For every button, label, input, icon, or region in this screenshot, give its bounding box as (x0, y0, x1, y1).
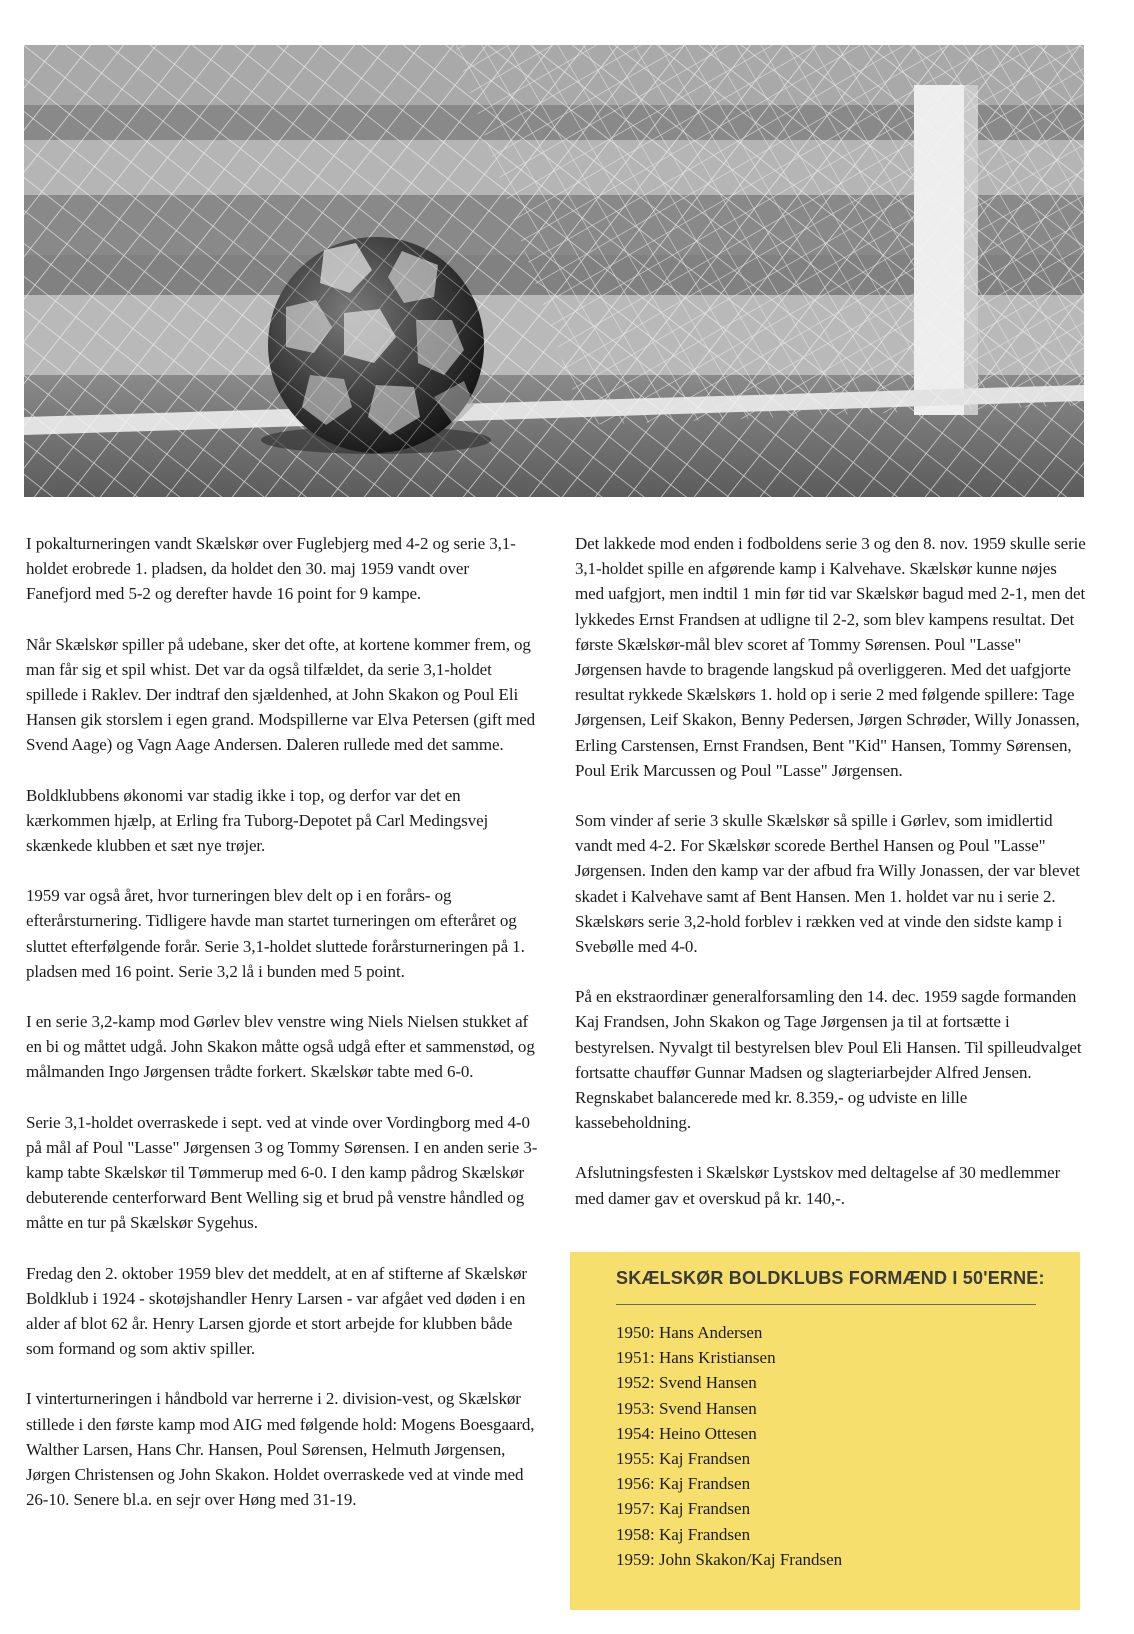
paragraph: Som vinder af serie 3 skulle Skælskør så spille i Gørlev, som imidlertid vandt med 4-2. For Skælskør scorede Berthel Hansen og Poul "Lasse" Jørgensen. Inden den kamp var der afbud fra Willy Jonassen, der var blevet skadet i Kalvehave samt af Bent Hansen. Men 1. holdet var nu i serie 2. Skælskørs serie 3,2-hold forblev i rækken ved at vinde den sidste kamp i Svebølle med 4-0. (575, 811, 1080, 957)
list-item: 1951: Hans Kristiansen (616, 1348, 776, 1368)
list-item: 1954: Heino Ottesen (616, 1423, 757, 1443)
list-item: 1957: Kaj Frandsen (616, 1499, 751, 1519)
football-in-net-photo (24, 45, 1084, 497)
football-photo-illustration (24, 45, 1084, 497)
list-item: 1956: Kaj Frandsen (616, 1474, 751, 1494)
paragraph: Det lakkede mod enden i fodboldens serie 3 og den 8. nov. 1959 skulle serie 3,1-holdet spille en afgørende kamp i Kalvehave. Skælskør kunne nøjes med uafgjort, men indtil 1 min før tid var Skælskør bagud med 2-1, men det lykkedes Ernst Frandsen at udligne til 2-2, som blev kampens resultat. Det første Skælskør-mål blev scoret af Tommy Sørensen. Poul "Lasse" Jørgensen havde to bragende langskud på overliggeren. Med det uafgjorte resultat rykkede Skælskørs 1. hold op i serie 2 med følgende spillere: Tage Jørgensen, Leif Skakon, Benny Pedersen, Jørgen Schrøder, Willy Jonassen, Erling Carstensen, Ernst Frandsen, Bent "Kid" Hansen, Tommy Sørensen, Poul Erik Marcussen og Poul "Lasse" Jørgensen. (575, 534, 1086, 780)
paragraph: Når Skælskør spiller på udebane, sker det ofte, at kortene kommer frem, og man får sig et spil whist. Det var da også tilfældet, da serie 3,1-holdet spillede i Raklev. Der indtraf den sjældenhed, at John Skakon og Poul Eli Hansen gik storslem i egen grand. Modspillerne var Elva Petersen (gift med Svend Aage) og Vagn Aage Andersen. Daleren rullede med det samme. (26, 634, 536, 755)
chairmen-box-title: SKÆLSKØR BOLDKLUBS FORMÆND I 50'ERNE: (616, 1268, 1045, 1288)
list-item: 1959: John Skakon/Kaj Frandsen (616, 1549, 843, 1569)
paragraph: I en serie 3,2-kamp mod Gørlev blev venstre wing Niels Nielsen stukket af en bi og måttet udgå. John Skakon måtte også udgå efter et sammenstød, og målmanden Ingo Jørgensen trådte forkert. Skælskør tabte med 6-0. (26, 1012, 535, 1082)
paragraph: Serie 3,1-holdet overraskede i sept. ved at vinde over Vordingborg med 4-0 på mål af Poul "Lasse" Jørgensen 3 og Tommy Sørensen. I en anden serie 3-kamp tabte Skælskør til Tømmerup med 6-0. I den kamp pådrog Skælskør debuterende centerforward Bent Welling sig et brud på venstre håndled og måtte en tur på Skælskør Sygehus. (26, 1112, 538, 1233)
paragraph: Boldklubbens økonomi var stadig ikke i top, og derfor var det en kærkommen hjælp, at Erling fra Tuborg-Depotet på Carl Medingsvej skænkede klubben et sæt nye trøjer. (26, 785, 489, 856)
title-divider (616, 1304, 1036, 1305)
paragraph: Fredag den 2. oktober 1959 blev det meddelt, at en af stifterne af Skælskør Boldklub i 1924 - skotøjshandler Henry Larsen - var afgået ved døden i en alder af blot 62 år. Henry Larsen gjorde et stort arbejde for klubben både som formand og som aktiv spiller. (26, 1263, 527, 1359)
list-item: 1953: Svend Hansen (616, 1398, 757, 1418)
list-item: 1955: Kaj Frandsen (616, 1449, 751, 1469)
list-item: 1958: Kaj Frandsen (616, 1524, 751, 1544)
list-item: 1950: Hans Andersen (616, 1323, 763, 1342)
paragraph: På en ekstraordinær generalforsamling den 14. dec. 1959 sagde formanden Kaj Frandsen, John Skakon og Tage Jørgensen ja til at fortsætte i bestyrelsen. Nyvalgt til bestyrelsen blev Poul Eli Hansen. Til spilleudvalget fortsatte chauffør Gunnar Madsen og slagteriarbejder Alfred Jensen. Regnskabet balancerede med kr. 8.359,- og udviste en lille kassebeholdning. (575, 987, 1082, 1133)
paragraph: I vinterturneringen i håndbold var herrerne i 2. division-vest, og Skælskør stillede i den første kamp mod AIG med følgende hold: Mogens Boesgaard, Walther Larsen, Hans Chr. Hansen, Poul Sørensen, Helmuth Jørgensen, Jørgen Christensen og John Skakon. Holdet overraskede ved at vinde med 26-10. Senere bl.a. en sejr over Høng med 31-19. (26, 1389, 535, 1510)
chairmen-info-box (570, 1252, 1080, 1610)
chairmen-list (616, 1320, 842, 1572)
paragraph: 1959 var også året, hvor turneringen blev delt op i en forårs- og efterårsturnering. Tidligere havde man startet turneringen om efteråret og sluttet efterfølgende forår. Serie 3,1-holdet sluttede forårsturneringen på 1. pladsen med 16 point. Serie 3,2 lå i bunden med 5 point. (26, 886, 525, 981)
left-text-column (26, 531, 538, 1538)
right-text-column (575, 531, 1087, 1236)
list-item: 1952: Svend Hansen (616, 1373, 757, 1393)
paragraph: I pokalturneringen vandt Skælskør over Fuglebjerg med 4-2 og serie 3,1-holdet erobrede 1. pladsen, da holdet den 30. maj 1959 vandt over Fanefjord med 5-2 og derefter havde 16 point for 9 kampe. (26, 534, 516, 604)
paragraph: Afslutningsfesten i Skælskør Lystskov med deltagelse af 30 medlemmer med damer gav et overskud på kr. 140,-. (575, 1163, 1061, 1208)
